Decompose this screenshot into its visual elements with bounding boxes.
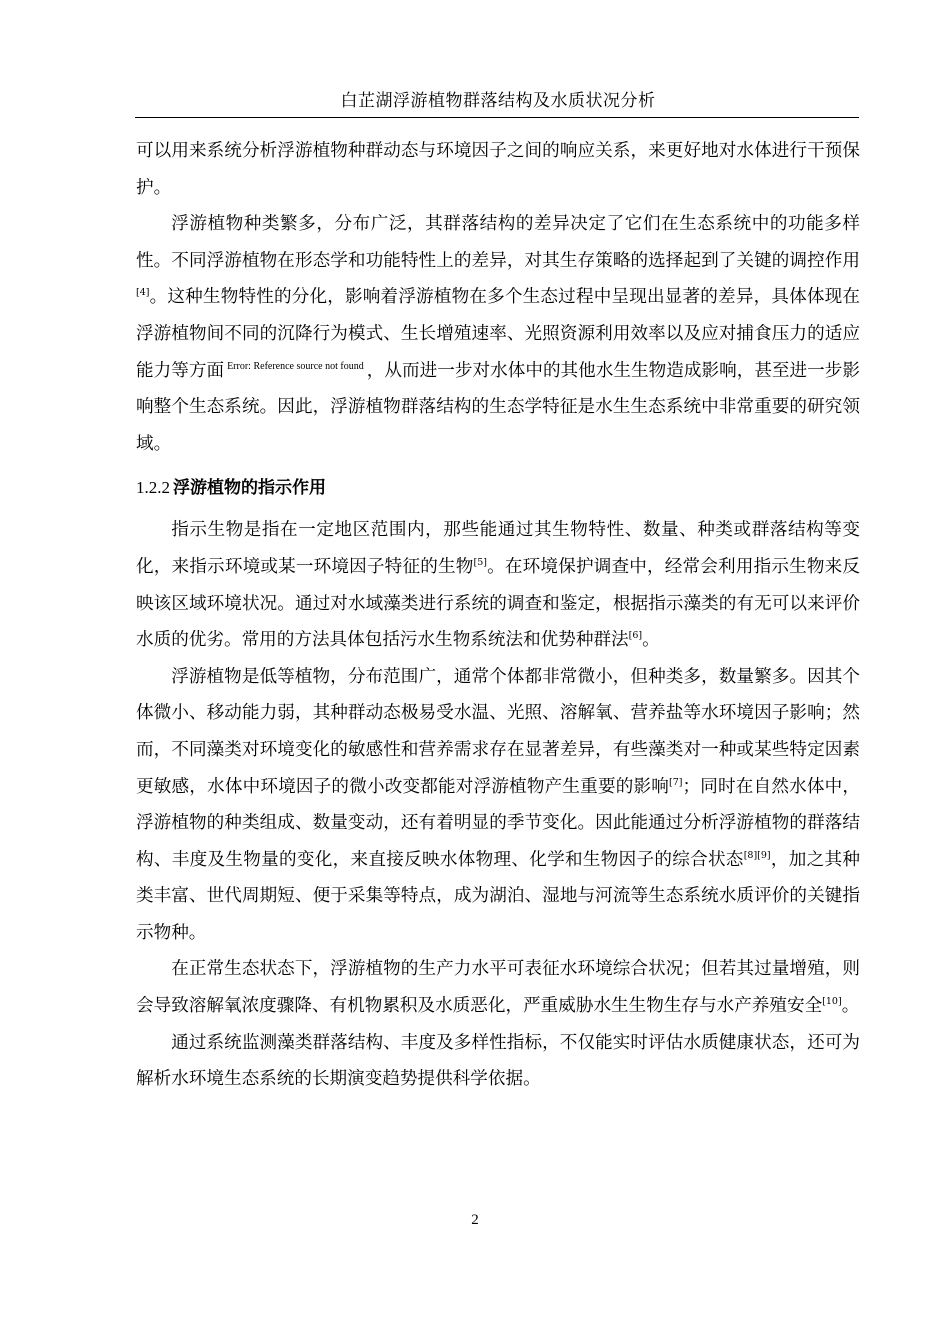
section-number: 1.2.2	[136, 478, 170, 498]
paragraph-text: ；同时在自然水体中，浮游植物的种类组成、数量变动，还有着明显的季节变化。因此能通过分析浮游植物的群落结构、丰度及生物量的变化，来直接反映水体物理、化学和生物因子的综合状态	[136, 776, 860, 870]
paragraph-text: 。	[642, 630, 660, 651]
document-body	[136, 133, 860, 1098]
paragraph-text: 。这种生物特性的分化，影响着浮游植物在多个生态过程中呈现出显著的差异，具体体现在浮游植物间不同的沉降行为模式、生长增殖速率、光照资源利用效率以及应对捕食压力的适应能力等方面	[136, 287, 860, 381]
paragraph-phytoplankton-features	[136, 659, 860, 952]
paragraph-text: 。	[841, 996, 860, 1017]
paragraph-text: 浮游植物种类繁多，分布广泛，其群落结构的差异决定了它们在生态系统中的功能多样性。不同浮游植物在形态学和功能特性上的差异，对其生存策略的选择起到了关键的调控作用	[136, 214, 860, 271]
paragraph-text: ，从而进一步对水体中的其他水生生物造成影响，甚至进一步影响整个生态系统。因此，浮游植物群落结构的生态学特征是水生生态系统中非常重要的研究领域。	[136, 360, 860, 454]
paragraph-text: 。在环境保护调查中，经常会利用指示生物来反映该区域环境状况。通过对水域藻类进行系统的调查和鉴定，根据指示藻类的有无可以来评价水质的优劣。常用的方法具体包括污水生物系统法和优势种群法	[136, 556, 860, 651]
paragraph-text: 通过系统监测藻类群落结构、丰度及多样性指标，不仅能实时评估水质健康状态，还可为解析水环境生态系统的长期演变趋势提供科学依据。	[136, 1032, 860, 1090]
citation-ref[interactable]: [8][9]	[743, 849, 771, 861]
citation-ref[interactable]: [4]	[136, 287, 150, 299]
paragraph-monitoring	[136, 1025, 860, 1098]
paragraph-text: 可以用来系统分析浮游植物种群动态与环境因子之间的响应关系，来更好地对水体进行干预保护。	[136, 141, 860, 198]
paragraph-indicator-organisms	[136, 512, 860, 658]
section-title: 浮游植物的指示作用	[173, 478, 326, 499]
page-number: 2	[471, 1212, 479, 1228]
header-divider	[135, 117, 859, 118]
paragraph-text: ，加之其种类丰富、世代周期短、便于采集等特点，成为湖泊、湿地与河流等生态系统水质评价的关键指示物种。	[136, 849, 860, 943]
citation-ref[interactable]: [5]	[473, 556, 487, 568]
paragraph-productivity	[136, 951, 860, 1024]
paragraph-text: 浮游植物是低等植物，分布范围广，通常个体都非常微小，但种类多，数量繁多。因其个体微小、移动能力弱，其种群动态极易受水温、光照、溶解氧、营养盐等水环境因子影响；然而，不同藻类对环境变化的敏感性和营养需求存在显著差异，有些藻类对一种或某些特定因素更敏感，水体中环境因子的微小改变都能对浮游植物产生重要的影响	[136, 666, 860, 797]
section-heading	[136, 470, 860, 506]
paragraph-text: 在正常生态状态下，浮游植物的生产力水平可表征水环境综合状况；但若其过量增殖，则会导致溶解氧浓度骤降、有机物累积及水质恶化，严重威胁水生生物生存与水产养殖安全	[136, 959, 860, 1017]
citation-ref[interactable]: [10]	[822, 996, 842, 1008]
running-header: 白芷湖浮游植物群落结构及水质状况分析	[340, 91, 656, 111]
paragraph-phytoplankton-diversity	[136, 206, 860, 462]
paragraph-text: 指示生物是指在一定地区范围内，那些能通过其生物特性、数量、种类或群落结构等变化，来指示环境或某一环境因子特征的生物	[136, 520, 860, 577]
paragraph-continuation	[136, 133, 860, 206]
citation-ref[interactable]: [7]	[669, 776, 683, 788]
citation-ref[interactable]: [6]	[628, 630, 643, 642]
reference-error-text: Error: Reference source not found	[227, 360, 364, 372]
